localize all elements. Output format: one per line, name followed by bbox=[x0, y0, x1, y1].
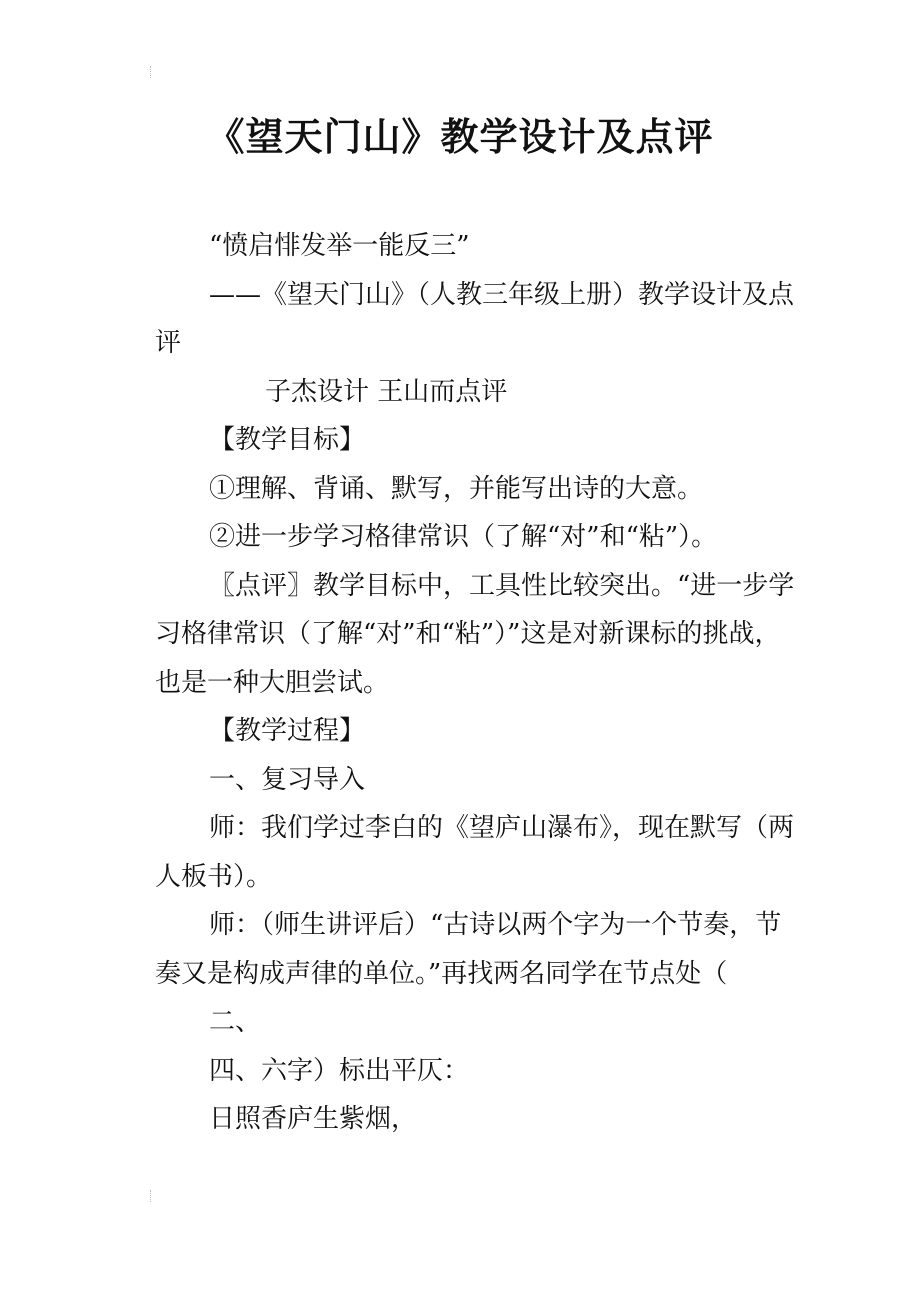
paragraph: 二、 bbox=[209, 1007, 262, 1037]
paragraph: “愤启悱发举一能反三” bbox=[209, 231, 470, 261]
section-heading: 【教学过程】 bbox=[209, 716, 366, 746]
paragraph: 师：（师生讲评后）“古诗以两个字为一个节奏，节奏又是构成声律的单位。”再找两名同学在节点处（ bbox=[155, 910, 782, 989]
document-title: 《望天门山》教学设计及点评 bbox=[206, 115, 714, 159]
paragraph: ②进一步学习格律常识（了解“对”和“粘”）。 bbox=[209, 522, 718, 552]
paragraph: 日照香庐生紫烟， bbox=[209, 1104, 418, 1134]
paragraph: 四、六字）标出平仄： bbox=[209, 1055, 470, 1086]
paragraph: 一、复习导入 bbox=[209, 764, 366, 795]
document-body bbox=[155, 222, 795, 1144]
paragraph: ①理解、背诵、默写，并能写出诗的大意。 bbox=[209, 473, 704, 504]
paragraph: 〖点评〗教学目标中，工具性比较突出。“进一步学习格律常识（了解“对”和“粘”）”这是对新课标的挑战，也是一种大胆尝试。 bbox=[155, 570, 795, 698]
paragraph: 师：我们学过李白的《望庐山瀑布》，现在默写（两人板书）。 bbox=[155, 813, 795, 892]
section-heading: 【教学目标】 bbox=[209, 425, 366, 455]
paragraph: ——《望天门山》（人教三年级上册）教学设计及点评 bbox=[155, 279, 795, 358]
author-line: 子杰设计 王山而点评 bbox=[265, 376, 508, 407]
corner-crop-mark bbox=[150, 66, 157, 78]
corner-crop-mark bbox=[150, 1190, 157, 1202]
